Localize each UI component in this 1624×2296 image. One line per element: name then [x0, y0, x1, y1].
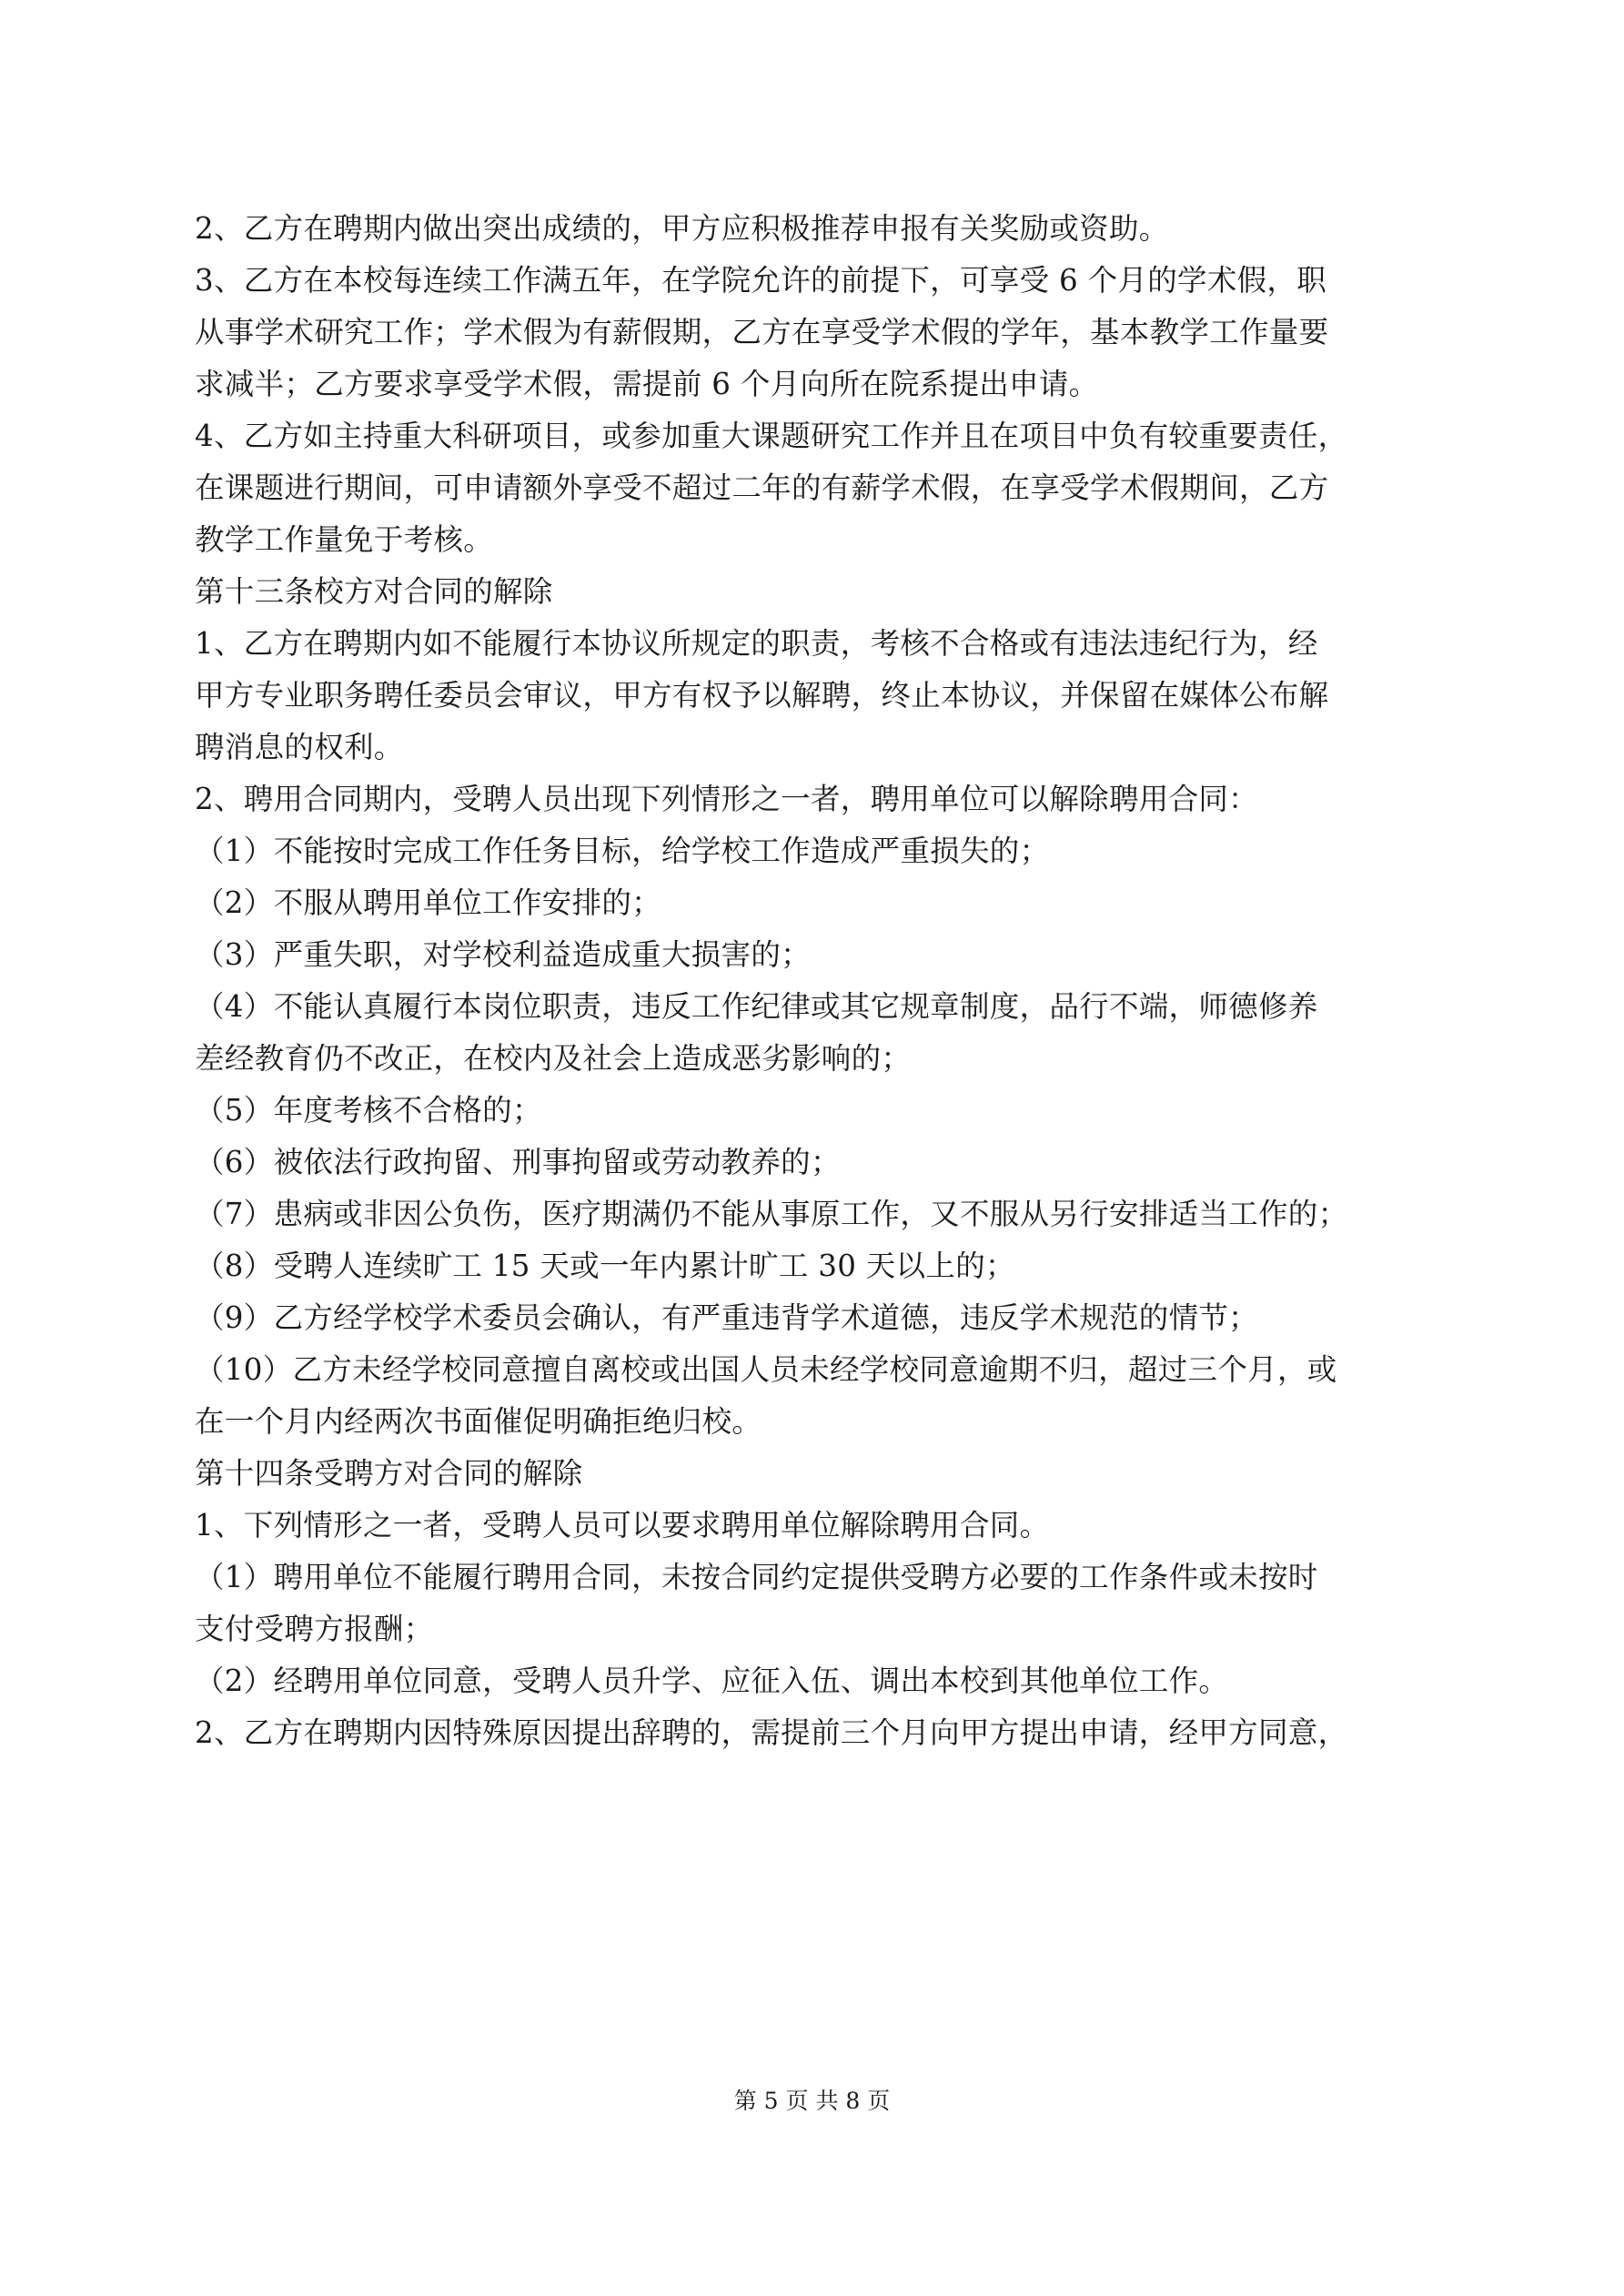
text-line: 2、乙方在聘期内因特殊原因提出辞聘的，需提前三个月向甲方提出申请，经甲方同意， [195, 1715, 1348, 1750]
text-line: （7）患病或非因公负伤，医疗期满仍不能从事原工作，又不服从另行安排适当工作的； [195, 1197, 1348, 1231]
text-line: 2、聘用合同期内，受聘人员出现下列情形之一者，聘用单位可以解除聘用合同： [195, 782, 1258, 816]
text-line: （8）受聘人连续旷工 15 天或一年内累计旷工 30 天以上的； [195, 1249, 1015, 1283]
text-line: （1）聘用单位不能履行聘用合同，未按合同约定提供受聘方必要的工作条件或未按时 [195, 1560, 1318, 1594]
text-line: 2、乙方在聘期内做出突出成绩的，甲方应积极推荐申报有关奖励或资助。 [195, 211, 1169, 246]
text-line: （3）严重失职，对学校利益造成重大损害的； [195, 937, 811, 972]
text-line: 求减半；乙方要求享受学术假，需提前 6 个月向所在院系提出申请。 [195, 367, 1099, 401]
text-line: 支付受聘方报酬； [195, 1612, 434, 1646]
text-line: 从事学术研究工作；学术假为有薪假期，乙方在享受学术假的学年，基本教学工作量要 [195, 315, 1329, 349]
text-line: （9）乙方经学校学术委员会确认，有严重违背学术道德，违反学术规范的情节； [195, 1300, 1258, 1335]
text-line: （2）不服从聘用单位工作安排的； [195, 885, 661, 920]
page-number-footer: 第 5 页 共 8 页 [733, 2088, 891, 2114]
text-line: 1、下列情形之一者，受聘人员可以要求聘用单位解除聘用合同。 [195, 1508, 1050, 1542]
text-line: （10）乙方未经学校同意擅自离校或出国人员未经学校同意逾期不归，超过三个月，或 [195, 1352, 1337, 1387]
text-line: 在一个月内经两次书面催促明确拒绝归校。 [195, 1404, 762, 1439]
text-line: 3、乙方在本校每连续工作满五年，在学院允许的前提下，可享受 6 个月的学术假，职 [195, 263, 1327, 298]
text-line: 甲方专业职务聘任委员会审议，甲方有权予以解聘，终止本协议，并保留在媒体公布解 [195, 678, 1329, 713]
text-line: 聘消息的权利。 [195, 730, 404, 764]
text-line: （1）不能按时完成工作任务目标，给学校工作造成严重损失的； [195, 834, 1050, 868]
text-line: 差经教育仍不改正，在校内及社会上造成恶劣影响的； [195, 1041, 912, 1076]
text-line: 1、乙方在聘期内如不能履行本协议所规定的职责，考核不合格或有违法违纪行为，经 [195, 626, 1318, 661]
text-line: （4）不能认真履行本岗位职责，违反工作纪律或其它规章制度，品行不端，师德修养 [195, 989, 1318, 1024]
section-heading: 第十四条受聘方对合同的解除 [195, 1456, 583, 1491]
document-body [195, 203, 1443, 1759]
text-line: 在课题进行期间，可申请额外享受不超过二年的有薪学术假，在享受学术假期间，乙方 [195, 470, 1329, 505]
section-heading: 第十三条校方对合同的解除 [195, 574, 553, 609]
text-line: 4、乙方如主持重大科研项目，或参加重大课题研究工作并且在项目中负有较重要责任， [195, 419, 1348, 453]
text-line: （5）年度考核不合格的； [195, 1093, 542, 1128]
text-line: 教学工作量免于考核。 [195, 522, 494, 557]
text-line: （6）被依法行政拘留、刑事拘留或劳动教养的； [195, 1145, 841, 1179]
text-line: （2）经聘用单位同意，受聘人员升学、应征入伍、调出本校到其他单位工作。 [195, 1664, 1229, 1698]
